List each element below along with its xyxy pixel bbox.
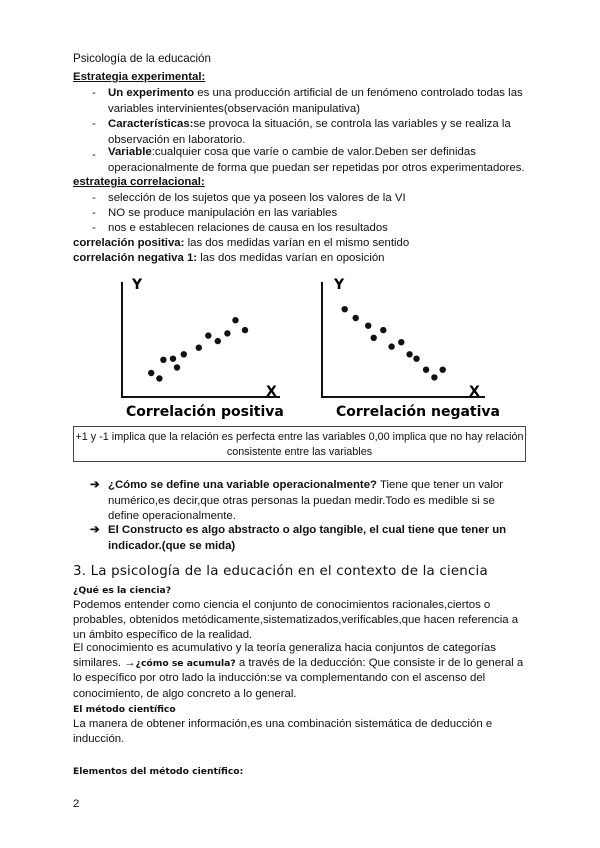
- arrow-icon: ➔: [90, 524, 100, 536]
- item-bold: Variable: [108, 146, 152, 158]
- negative-text: las dos medidas varían en oposición: [197, 252, 385, 264]
- scatter-point: [423, 367, 429, 373]
- scatter-point: [388, 343, 394, 349]
- x-axis-label: X: [266, 384, 277, 400]
- info-box: +1 y -1 implica que la relación es perfecta entre las variables 0,00 implica que no hay relación consistente entre las variables: [73, 426, 526, 462]
- elements-method-heading: Elementos del método científico:: [73, 766, 244, 777]
- dash-bullet: -: [92, 222, 96, 234]
- dash-bullet: -: [92, 87, 96, 99]
- p2-question: ¿cómo se acumula?: [135, 658, 236, 670]
- bullet-operational-variable: [108, 478, 528, 525]
- scatter-point: [224, 330, 230, 336]
- scatter-point: [365, 323, 371, 329]
- paragraph-accumulative: [73, 641, 528, 702]
- paragraph-science-definition: Podemos entender como ciencia el conjunto de conocimientos racionales,ciertos o probables, obtenidos metódicamente,sistematizados,verificables,que hacen referencia a un ámbito específico de la realidad.: [73, 599, 519, 642]
- chart-caption: Correlación positiva: [126, 404, 284, 420]
- scatter-point: [215, 338, 221, 344]
- section-3-title: 3. La psicología de la educación en el contexto de la ciencia: [73, 564, 488, 579]
- question-what-is-science: ¿Qué es la ciencia?: [73, 585, 172, 596]
- positive-text: las dos medidas varían en el mismo sentido: [184, 237, 410, 249]
- scatter-point: [398, 339, 404, 345]
- scatter-point: [174, 364, 180, 370]
- scatter-point: [353, 315, 359, 321]
- positive-correlation-line: [73, 236, 409, 252]
- item-text: :cualquier cosa que varíe o cambie de valor.Deben ser definidas operacionalmente de forma que puedan ser repetidas por otros experimentadores.: [108, 146, 525, 174]
- scatter-point: [242, 327, 248, 333]
- scatter-point: [160, 357, 166, 363]
- y-axis-label: Y: [132, 277, 143, 293]
- scatter-point: [170, 356, 176, 362]
- scatter-point: [156, 375, 162, 381]
- bullet-bold: ¿Cómo se define una variable operacionalmente?: [108, 479, 378, 491]
- correlational-item-1: selección de los sujetos que ya poseen los valores de la VI: [108, 192, 406, 204]
- negative-correlation-line: [73, 251, 385, 267]
- scatter-point: [380, 327, 386, 333]
- page-header: Psicología de la educación: [73, 52, 211, 65]
- page-number: 2: [73, 798, 80, 810]
- bullet-constructo: [108, 523, 508, 554]
- negative-points: [342, 306, 446, 381]
- scatter-point: [148, 370, 154, 376]
- scatter-point: [440, 367, 446, 373]
- chart-caption: Correlación negativa: [336, 404, 500, 420]
- item-text: es una producción artificial de un fenómeno controlado todas las variables intervinientes(observación manipulativa): [108, 87, 523, 115]
- scatter-point: [413, 356, 419, 362]
- experimental-title: Estrategia experimental:: [73, 71, 206, 83]
- bullet-text: Tiene que tener un valor numérico,es decir,que otras personas la puedan medir.Todo es medible si se define operacionalmente.: [108, 479, 504, 523]
- negative-correlation-chart: [321, 277, 500, 420]
- dash-bullet: -: [92, 149, 96, 161]
- correlational-item-3: nos e establecen relaciones de causa en los resultados: [108, 222, 388, 234]
- positive-points: [148, 317, 248, 382]
- p2-text-c: a través de la deducción: Que consiste ir de lo general a lo específico por otro lado la inducción:se va complementando con el ascenso del conocimiento, de algo concreto a lo general.: [73, 657, 524, 700]
- experimental-item-2: [108, 117, 528, 148]
- scatter-point: [196, 345, 202, 351]
- bullet-bold: El Constructo es algo abstracto o algo tangible, el cual tiene que tener un indicador.(que se mida): [108, 524, 507, 552]
- scatter-point: [431, 374, 437, 380]
- correlational-title: estrategia correlacional:: [73, 176, 205, 188]
- scatter-point: [406, 351, 412, 357]
- scientific-method-heading: El método científico: [73, 704, 176, 715]
- paragraph-scientific-method: La manera de obtener información,es una combinación sistemática de deducción e inducción.: [73, 718, 493, 746]
- scatter-point: [342, 306, 348, 312]
- positive-bold: correlación positiva:: [73, 237, 185, 249]
- positive-correlation-chart: [121, 277, 284, 420]
- item-bold: Características:: [108, 118, 194, 130]
- x-axis-label: X: [469, 384, 480, 400]
- item-text: se provoca la situación, se controla las variables y se realiza la observación en laboratorio.: [108, 118, 511, 146]
- scatter-point: [232, 317, 238, 323]
- dash-bullet: -: [92, 118, 96, 130]
- p2-text-a: El conocimiento es acumulativo y la teoría generaliza hacia conjuntos de categorías similares. →: [73, 642, 496, 670]
- scatter-point: [371, 335, 377, 341]
- experimental-item-1: [108, 86, 528, 117]
- dash-bullet: -: [92, 192, 96, 204]
- scatter-point: [181, 351, 187, 357]
- scatter-point: [205, 332, 211, 338]
- arrow-icon: ➔: [90, 479, 100, 491]
- y-axis-label: Y: [334, 277, 345, 293]
- negative-bold: correlación negativa 1:: [73, 252, 198, 264]
- correlational-item-2: NO se produce manipulación en las variables: [108, 207, 338, 219]
- dash-bullet: -: [92, 207, 96, 219]
- item-bold: Un experimento: [108, 87, 195, 99]
- correlation-charts: [110, 270, 500, 420]
- experimental-item-3: [108, 145, 528, 176]
